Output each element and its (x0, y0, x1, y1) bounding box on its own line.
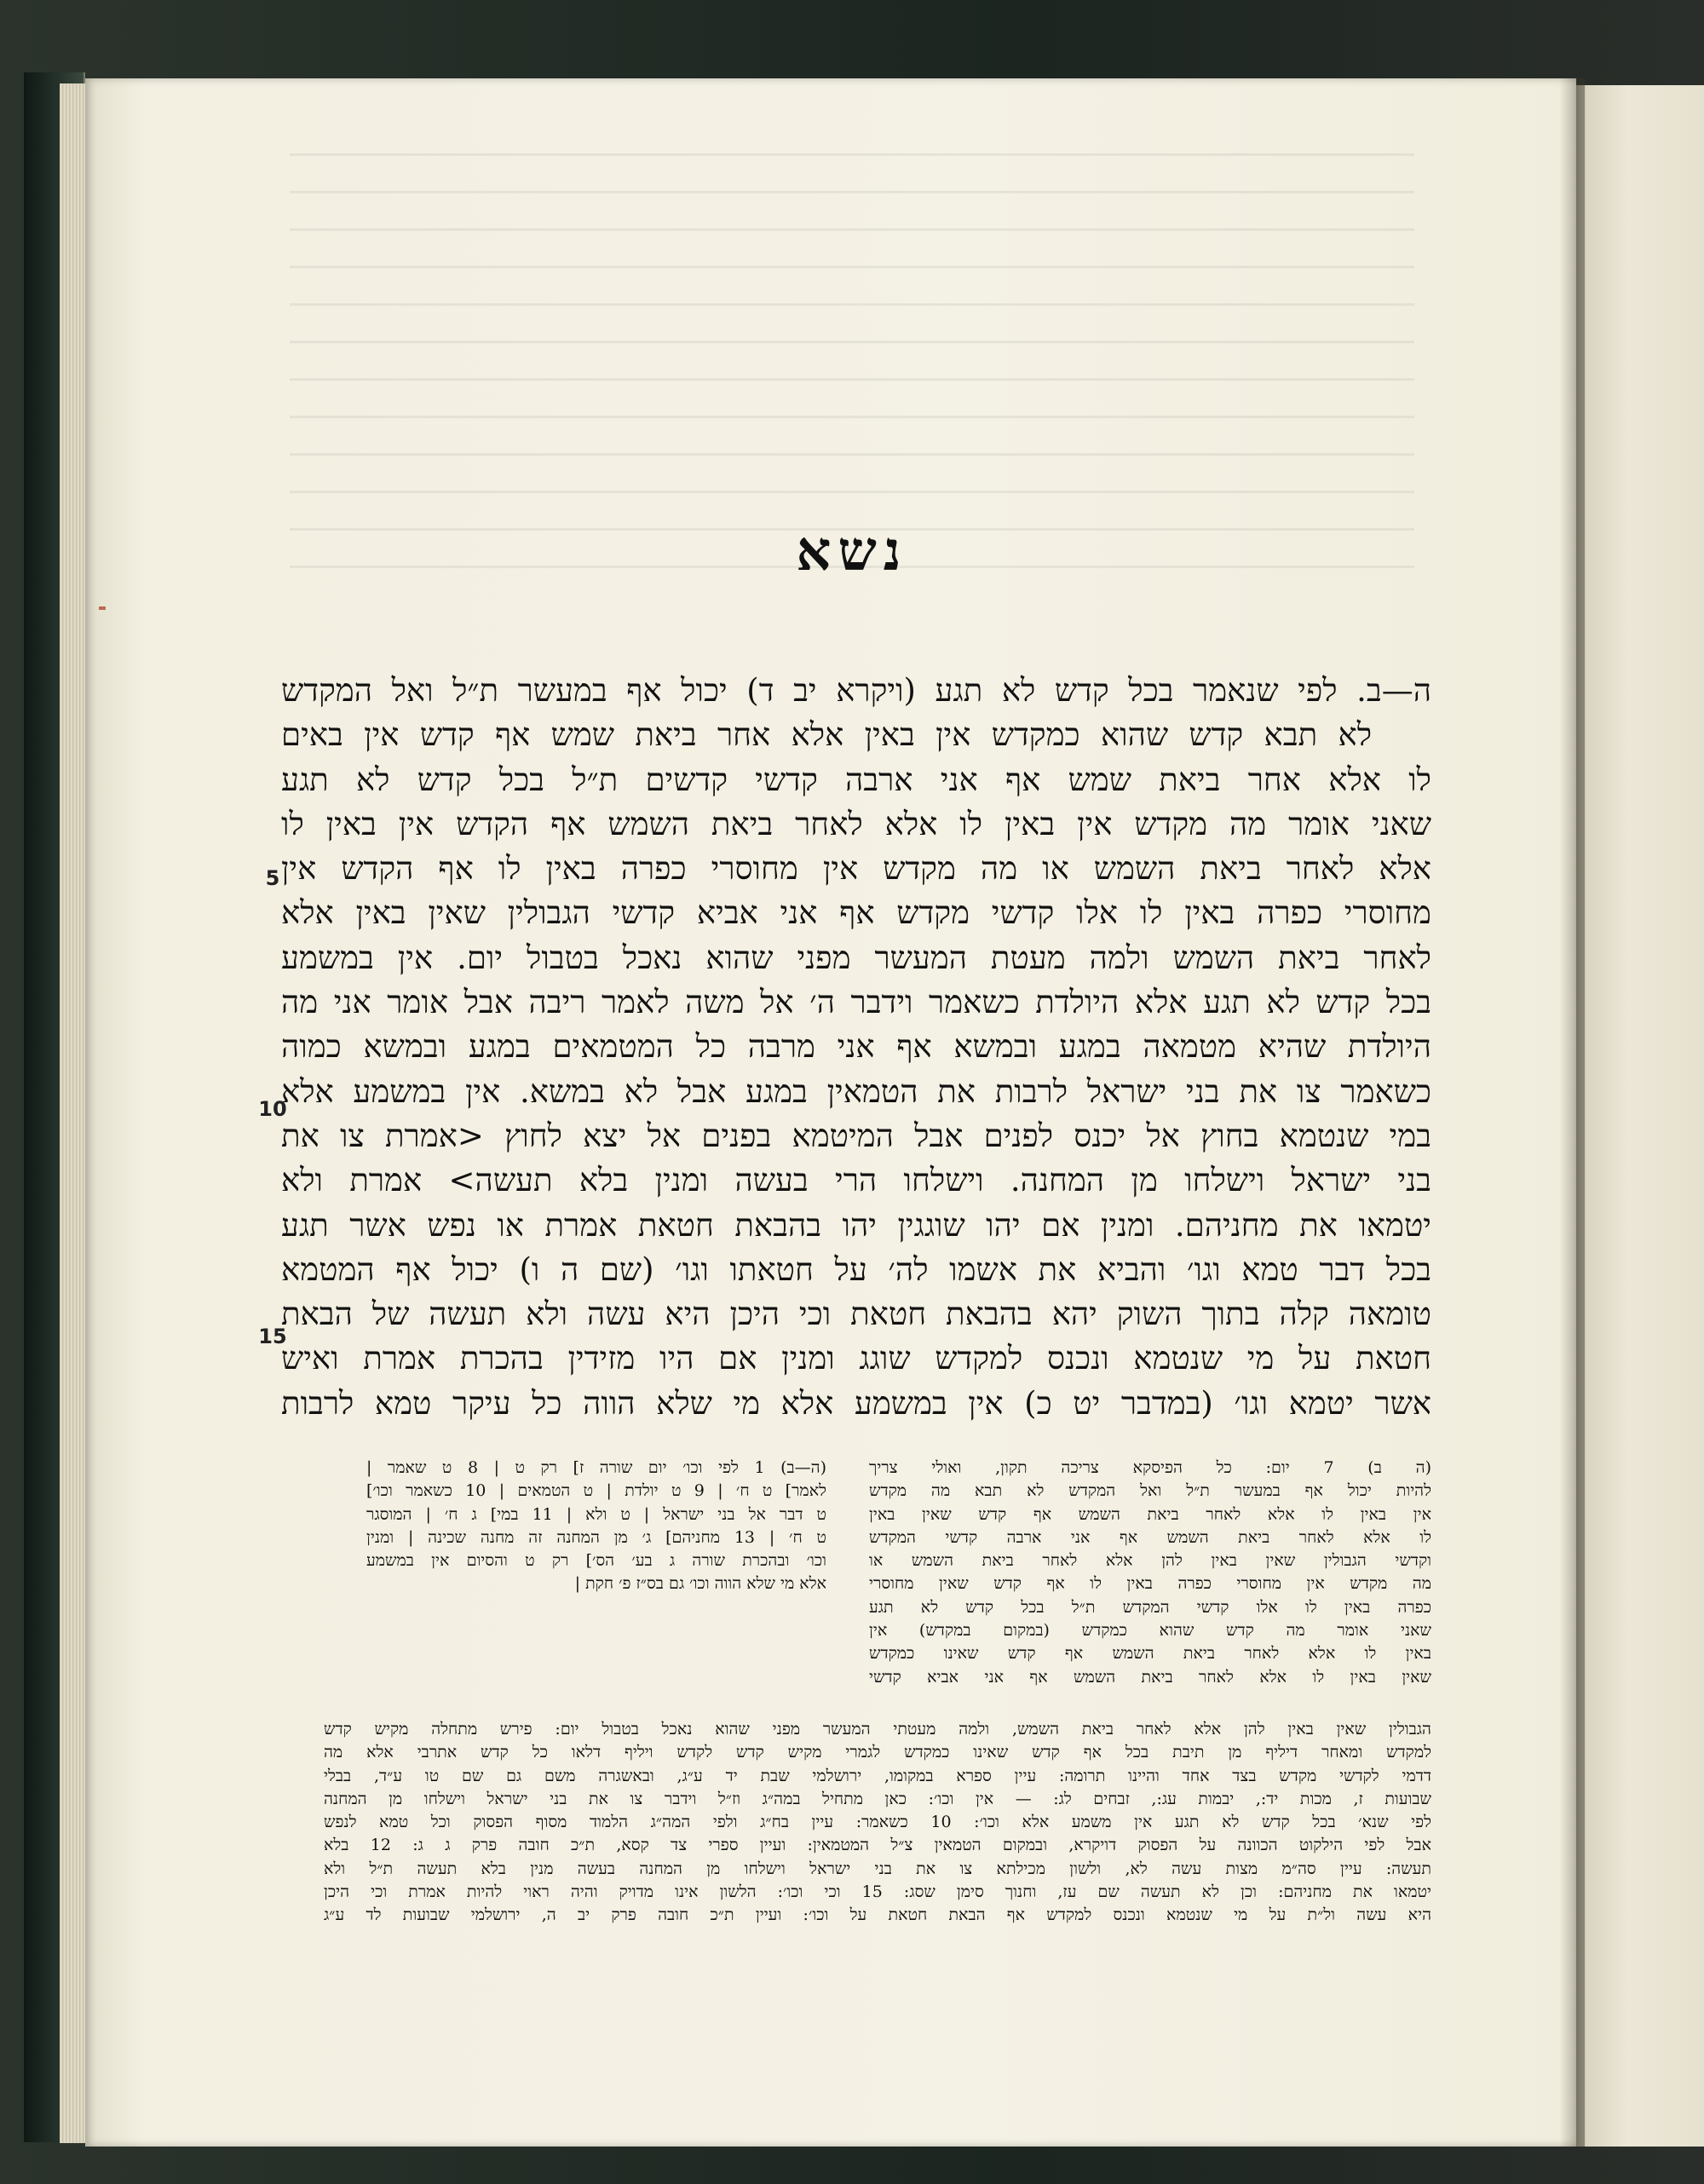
main-line: טומאה קלה בתוך השוק יהא בהבאת חטאת וכי היכן היא עשה ולא תעשה של הבאת (281, 1296, 1431, 1333)
gutter-shadow (1559, 78, 1585, 2147)
note-line: למקדש ומאחר דיליף מן תיבת בכל אף קדש שאינו כמקדש לגמרי מקיש קדש לקדש ויליף דלאו כל קדש אתרבי אלא מה (324, 1743, 1431, 1762)
main-line: כשאמר צו את בני ישראל לרבות את הטמאין במגע אבל לא במשא. אין במשמע אלא (281, 1072, 1431, 1110)
variant-line: ט דבר אל בני ישראל | ט ולא | 11 במי] ג ח׳ | המוסגר (366, 1504, 826, 1524)
variant-line: וכו׳ ובהכרת שורה ג בע׳ הס׳] רק ט והסיום אין במשמע (366, 1551, 826, 1571)
note-line: אבל לפי הילקוט הכוונה על הפסוק דויקרא, ובמקום הטמאין צ״ל המטמאין: ועיין ספרי צד קסא, ת״כ חובה פרק ג ג: 12 בלא (324, 1836, 1431, 1855)
note-line: דדמי לקדשי מקדש בצד אחד והיינו תרומה: עיין ספרא במקומו, ירושלמי שבת יד ע״ג, ובאשגרה משם גם שם טו ע״ד, בבלי (324, 1766, 1431, 1785)
note-line: באין לו אלא לאחר ביאת השמש אף קדש שאינו כמקדש (869, 1644, 1431, 1664)
note-line: היא עשה ול״ת על מי שנטמא ונכנס למקדש אף הבאת חטאת על וכו׳: ועיין ת״כ חובה פרק יב ה, ירושלמי שבועות לד ע״ג (324, 1905, 1431, 1925)
note-line: אין באין לו אלא לאחר ביאת השמש אף קדש שאין באין (869, 1504, 1431, 1524)
variant-line: לאמר] ט ח׳ | 9 ט יולדת | ט הטמאים | 10 כשאמר וכו׳] (366, 1481, 826, 1501)
main-line: בכל דבר טמא וגו׳ והביא את אשמו לה׳ על חטאתו וגו׳ (שם ה ו) יכול אף המטמא (281, 1250, 1431, 1288)
commentary-full-width (324, 1718, 1431, 1928)
note-line: שבועות ז, מכות יד:, יבמות עג:, זבחים לג: — אין וכו׳: כאן מתחיל במה״ג וז״ל וידבר צו את בני ישראל וישלחו מן המחנה (324, 1789, 1431, 1808)
main-line: בני ישראל וישלחו מן המחנה. וישלחו הרי בעשה ומנין בלא תעשה> אמרת ולא (281, 1162, 1431, 1199)
facing-page-edge (1576, 85, 1704, 2147)
main-line: יטמאו את מחניהם. ומנין אם יהו שוגגין יהו בהבאת חטאת אמרת או נפש אשר תגע (281, 1206, 1431, 1244)
main-line: מחוסרי כפרה באין לו אלו קדשי מקדש אף אני אביא קדשי הגבולין שאין באין אלא (281, 894, 1431, 932)
note-line: לפי שנא׳ בכל קדש לא תגע אין משמע אלא וכו׳: 10 כשאמר: עיין בח״ג ולפי המה״ג הלמוד מסוף הפסוק וכל טמא לנפש (324, 1813, 1431, 1832)
note-line: מה מקדש אין מחוסרי כפרה באין לו אף קדש שאין מחוסרי (869, 1574, 1431, 1594)
variant-readings-column (366, 1457, 826, 1596)
variant-line: אלא מי שלא הווה וכו׳ גם בס״ז פ׳ חקת | (574, 1574, 826, 1594)
main-line: שאני אומר מה מקדש אין באין לו אלא לאחר ביאת השמש אף הקדש אין באין לו (281, 805, 1431, 842)
margin-mark (99, 606, 106, 610)
main-line: לאחר ביאת השמש ולמה מעטת המעשר מפני שהוא נאכל בטבול יום. אין במשמע (281, 939, 1431, 976)
main-line: במי שנטמא בחוץ אל יכנס לפנים אבל המיטמא בפנים אל יצא לחוץ <אמרת צו את (281, 1117, 1431, 1154)
note-line: לו אלא לאחר ביאת השמש אף אני ארבה קדשי המקדש (869, 1527, 1431, 1547)
note-line: (ה ב) 7 יום: כל הפיסקא צריכה תקון, ואולי צריך (869, 1458, 1431, 1477)
line-number: 10 (258, 1097, 287, 1121)
note-line: להיות יכול אף במעשר ת״ל ואל המקדש לא תבא מה מקדש (869, 1481, 1431, 1501)
variant-line: ט ח׳ | 13 מחניהם] ג׳ מן המחנה זה מחנה שכינה | ומנין (366, 1527, 826, 1547)
main-line: ה—ב. לפי שנאמר בכל קדש לא תגע (ויקרא יב ד) יכול אף במעשר ת״ל ואל המקדש (281, 672, 1431, 709)
note-line: כפרה באין לו אלו קדשי המקדש ת״ל בכל קדש לא תגע (869, 1597, 1431, 1617)
note-line: הגבולין שאין באין להן אלא לאחר ביאת השמש, ולמה מעטתי המעשר מפני שהוא נאכל בטבול יום: פירש מתחלה מקיש קדש (324, 1720, 1431, 1739)
section-title: נשא (796, 520, 908, 583)
note-line: שאני אומר מה קדש שהוא כמקדש (במקום במקדש) אין (869, 1621, 1431, 1641)
note-line: וקדשי הגבולין שאין באין להן אלא לאחר ביאת השמש או (869, 1551, 1431, 1571)
main-line: לא תבא קדש שהוא כמקדש אין באין אלא אחר ביאת שמש אף קדש אין באים (281, 716, 1372, 754)
commentary-right-column (869, 1457, 1431, 1689)
note-line: תעשה: עיין סה״מ מצות עשה לא, ולשון מכילתא צו את בני ישראל וישלחו מן המחנה בעשה מנין בלא תעשה ת״ל ולא (324, 1859, 1431, 1878)
main-line: אלא לאחר ביאת השמש או מה מקדש אין מחוסרי כפרה באין לו אף הקדש אין (281, 850, 1431, 888)
line-number: 15 (258, 1325, 287, 1348)
main-line: לו אלא אחר ביאת שמש אף אני ארבה קדשי קדשים ת״ל בכל קדש לא תגע (281, 761, 1431, 798)
main-line: חטאת על מי שנטמא ונכנס למקדש שוגג ומנין אם היו מזידין בהכרת אמרת ואיש (281, 1340, 1431, 1377)
note-line: יטמאו את מחניהם: וכן לא תעשה שם עז, וחנוך סימן שסג: 15 וכי וכו׳: הלשון אינו מדויק והיה ראוי להיות אמרת וכי היכן (324, 1882, 1431, 1902)
main-line: בכל קדש לא תגע אלא היולדת כשאמר וידבר ה׳ אל משה לאמר ריבה אבל אומר אני מה (281, 984, 1431, 1021)
main-line: היולדת שהיא מטמאה במגע ובמשא אף אני מרבה כל המטמאים במגע ובמשא כמוה (281, 1028, 1431, 1066)
note-line: שאין באין לו אלא לאחר ביאת השמש אף אני אביא קדשי (869, 1667, 1431, 1687)
line-number: 5 (265, 866, 280, 890)
variant-line: (ה—ב) 1 לפי וכו׳ יום שורה ז] רק ט | 8 ט שאמר | (366, 1458, 826, 1477)
main-text (281, 669, 1431, 1426)
main-line: אשר יטמא וגו׳ (במדבר יט כ) אין במשמע אלא מי שלא הווה כל עיקר טמא לרבות (281, 1384, 1431, 1422)
